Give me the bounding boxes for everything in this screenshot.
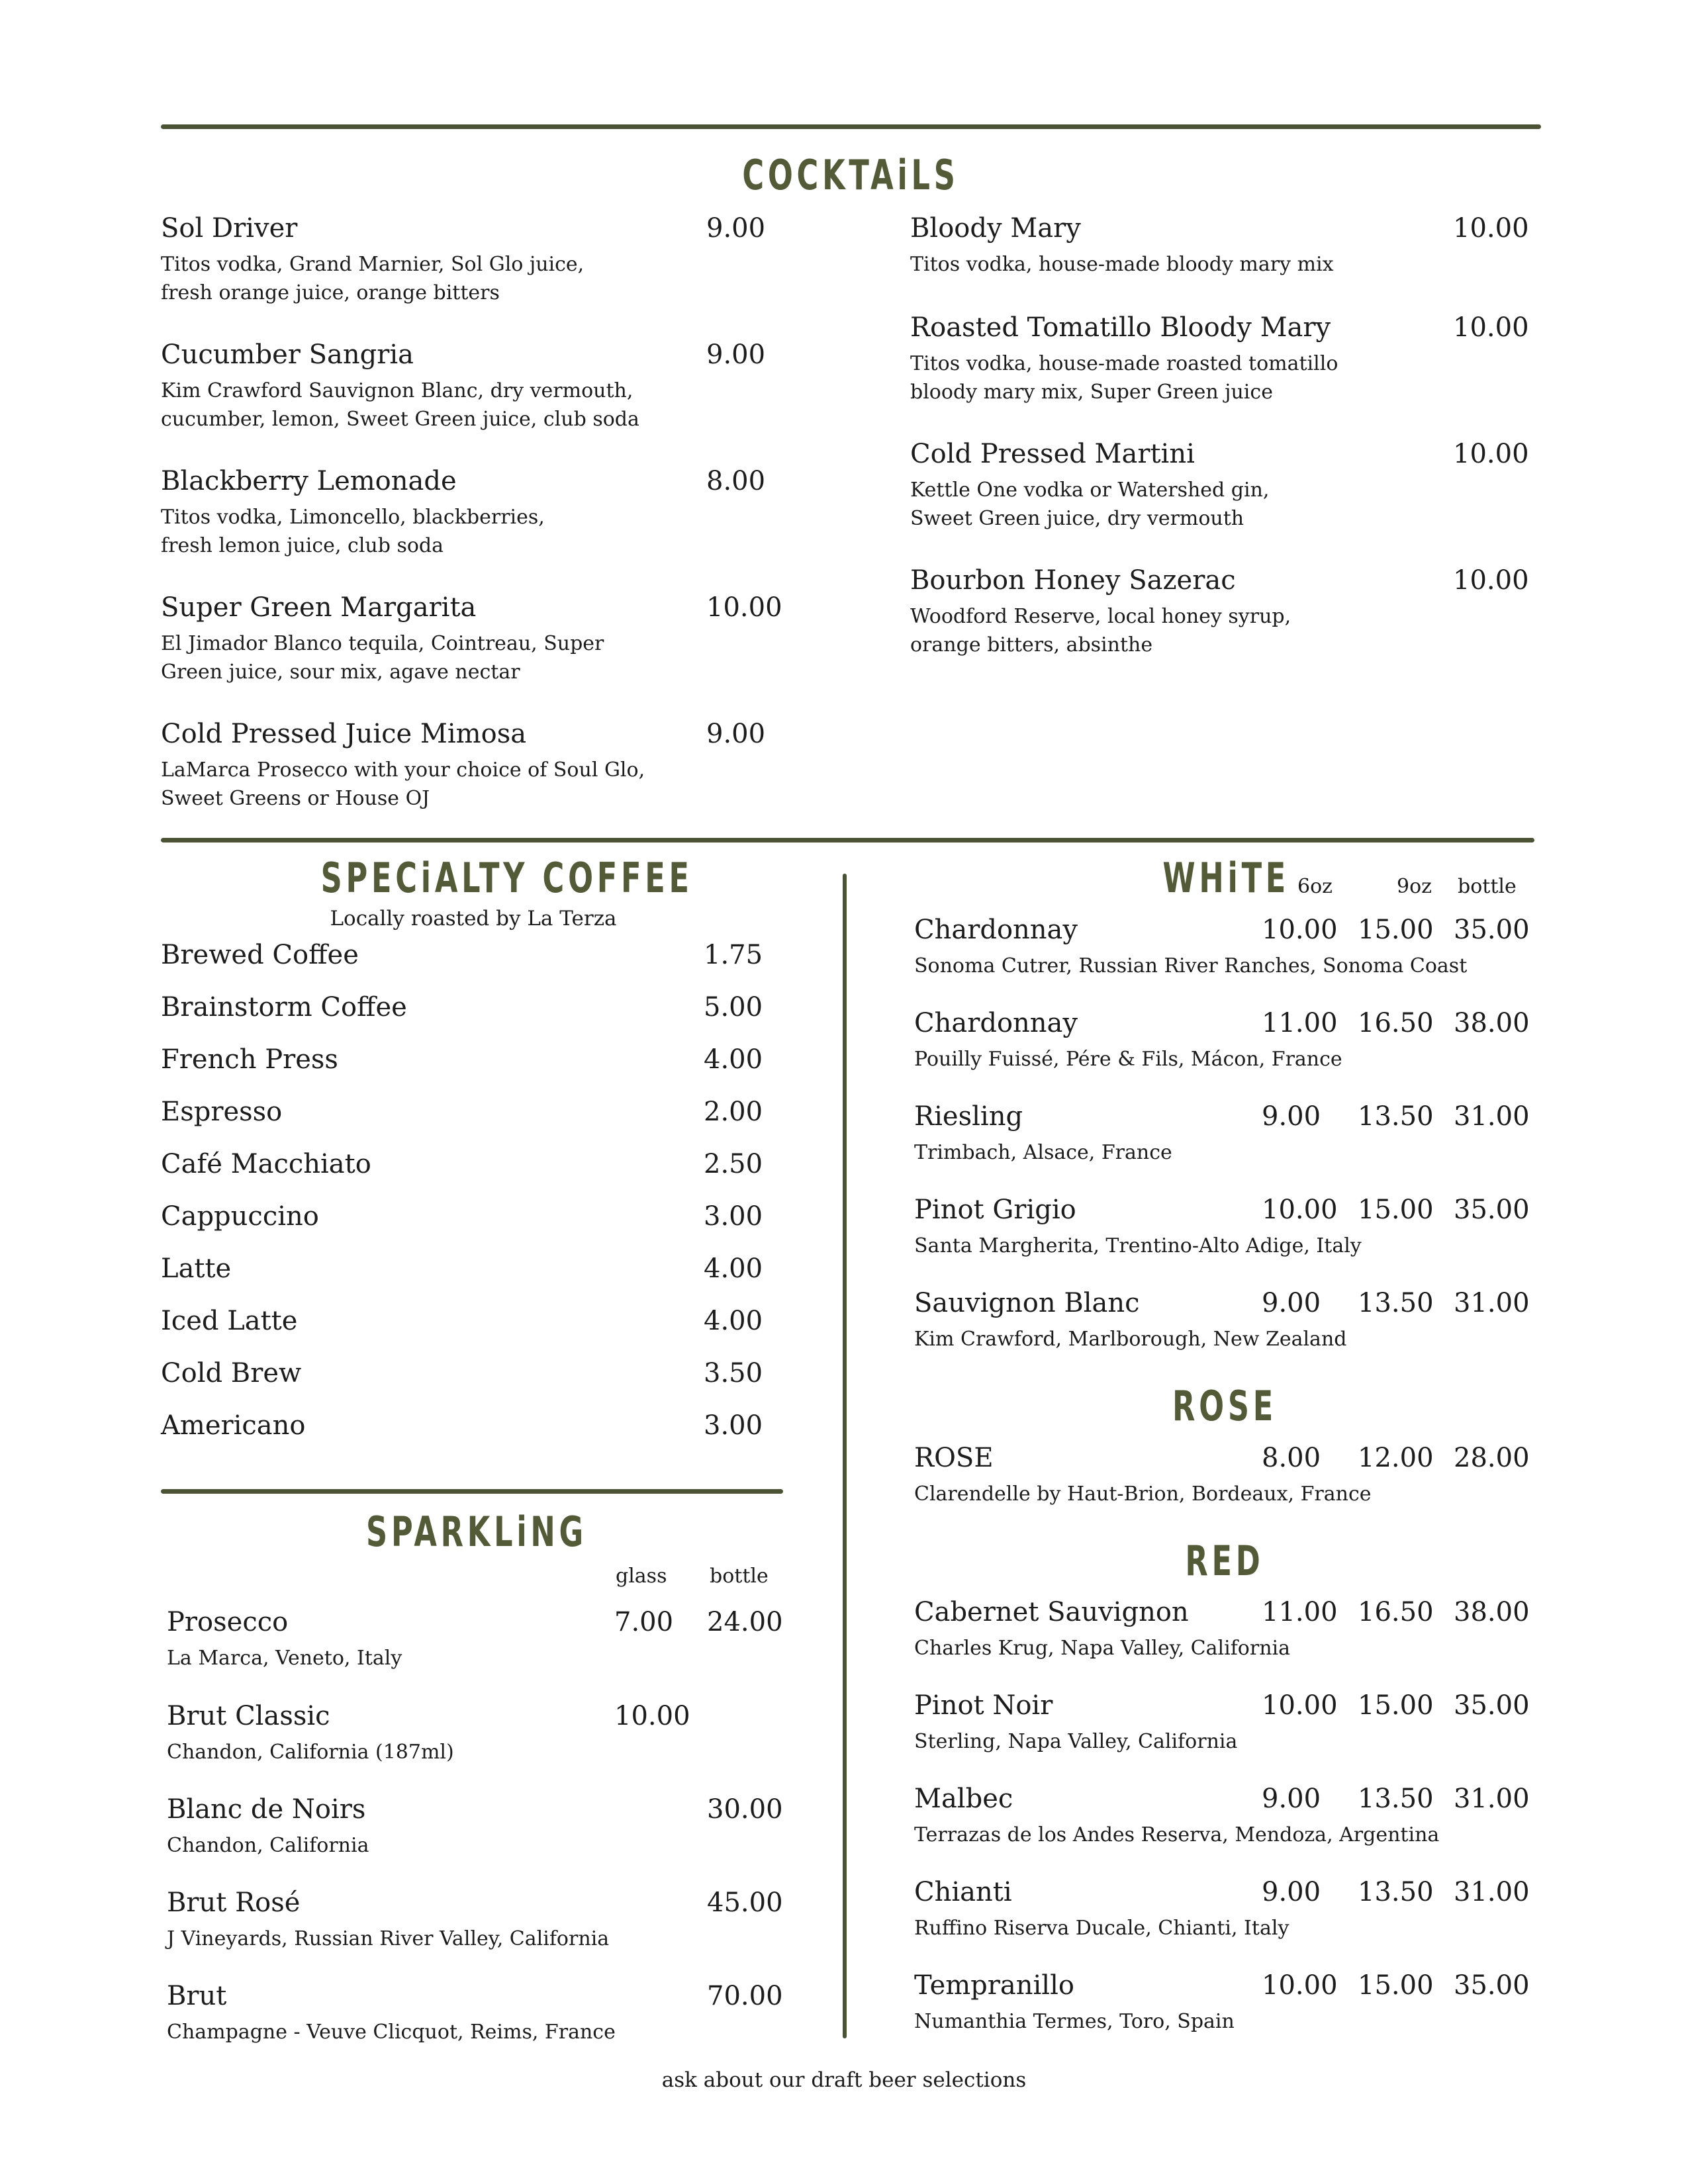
item-description: J Vineyards, Russian River Valley, California <box>167 1927 610 1950</box>
item-name: Latte <box>161 1253 232 1284</box>
bottle-price: 30.00 <box>707 1794 783 1825</box>
price-bottle: 31.00 <box>1454 1101 1530 1132</box>
sparkling-col-glass: glass <box>616 1565 667 1588</box>
price-6oz: 9.00 <box>1262 1784 1321 1814</box>
bottle-price: 70.00 <box>707 1981 783 2011</box>
item-name: Blanc de Noirs <box>167 1794 366 1825</box>
item-description: La Marca, Veneto, Italy <box>167 1647 402 1670</box>
item-description: Sonoma Cutrer, Russian River Ranches, Sonoma Coast <box>914 954 1468 978</box>
item-price: 10.00 <box>1453 565 1529 596</box>
sparkling-divider <box>161 1489 783 1494</box>
item-name: Brut Classic <box>167 1701 330 1731</box>
top-divider <box>161 124 1541 129</box>
cocktails-heading: COCKTAiLS <box>742 151 959 199</box>
item-price: 3.00 <box>704 1201 763 1232</box>
item-name: Pinot Noir <box>914 1690 1053 1721</box>
price-bottle: 35.00 <box>1454 1195 1530 1225</box>
item-name: Iced Latte <box>161 1306 298 1336</box>
item-name: Tempranillo <box>914 1970 1074 2001</box>
item-name: Prosecco <box>167 1607 289 1637</box>
item-name: Brut Rosé <box>167 1888 301 1918</box>
price-6oz: 10.00 <box>1262 1690 1338 1721</box>
price-9oz: 13.50 <box>1358 1784 1434 1814</box>
item-description: Clarendelle by Haut-Brion, Bordeaux, France <box>914 1482 1372 1506</box>
coffee-heading: SPECiALTY COFFEE <box>320 854 693 902</box>
item-name: Brainstorm Coffee <box>161 992 407 1023</box>
item-description: Kim Crawford, Marlborough, New Zealand <box>914 1328 1347 1351</box>
item-name: Cold Brew <box>161 1358 302 1388</box>
price-9oz: 15.00 <box>1358 915 1434 945</box>
white-heading: WHiTE <box>1162 854 1290 902</box>
item-price: 9.00 <box>706 213 766 244</box>
price-6oz: 9.00 <box>1262 1288 1321 1318</box>
price-6oz: 10.00 <box>1262 1195 1338 1225</box>
item-name: Super Green Margarita <box>161 592 477 623</box>
item-price: 3.50 <box>704 1358 763 1388</box>
item-price: 4.00 <box>704 1253 763 1284</box>
white-col-bottle: bottle <box>1458 875 1517 898</box>
item-description: Titos vodka, house-made bloody mary mix <box>910 253 1334 276</box>
item-name: Cabernet Sauvignon <box>914 1597 1189 1627</box>
sparkling-col-bottle: bottle <box>710 1565 769 1588</box>
item-name: Blackberry Lemonade <box>161 466 457 496</box>
price-9oz: 16.50 <box>1358 1008 1434 1038</box>
price-9oz: 12.00 <box>1358 1443 1434 1473</box>
price-9oz: 13.50 <box>1358 1877 1434 1907</box>
item-name: Chardonnay <box>914 1008 1078 1038</box>
white-col-6oz: 6oz <box>1297 875 1333 898</box>
item-price: 10.00 <box>706 592 782 623</box>
item-name: Malbec <box>914 1784 1013 1814</box>
item-name: Riesling <box>914 1101 1023 1132</box>
item-description: Pouilly Fuissé, Pére & Fils, Mácon, France <box>914 1048 1342 1071</box>
price-9oz: 13.50 <box>1358 1101 1434 1132</box>
item-name: Cappuccino <box>161 1201 319 1232</box>
item-price: 8.00 <box>706 466 766 496</box>
item-description: Trimbach, Alsace, France <box>914 1141 1172 1164</box>
item-description: Chandon, California (187ml) <box>167 1741 454 1764</box>
red-heading: RED <box>1185 1537 1264 1585</box>
price-6oz: 9.00 <box>1262 1877 1321 1907</box>
price-bottle: 35.00 <box>1454 1970 1530 2001</box>
item-name: Café Macchiato <box>161 1149 371 1179</box>
item-price: 2.50 <box>704 1149 763 1179</box>
rose-heading: ROSE <box>1172 1382 1277 1430</box>
item-name: ROSE <box>914 1443 994 1473</box>
glass-price: 10.00 <box>614 1701 690 1731</box>
item-price: 9.00 <box>706 719 766 749</box>
item-description: Titos vodka, Grand Marnier, Sol Glo juice, fresh orange juice, orange bitters <box>161 253 585 304</box>
item-description: Terrazas de los Andes Reserva, Mendoza, Argentina <box>914 1823 1440 1846</box>
item-name: Chardonnay <box>914 915 1078 945</box>
item-price: 10.00 <box>1453 213 1529 244</box>
item-description: Kim Crawford Sauvignon Blanc, dry vermouth, cucumber, lemon, Sweet Green juice, club soda <box>161 379 639 431</box>
coffee-subtitle: Locally roasted by La Terza <box>330 907 617 931</box>
price-9oz: 15.00 <box>1358 1195 1434 1225</box>
item-description: Titos vodka, Limoncello, blackberries, fresh lemon juice, club soda <box>161 506 545 557</box>
item-name: Brewed Coffee <box>161 940 359 970</box>
item-description: LaMarca Prosecco with your choice of Soul Glo, Sweet Greens or House OJ <box>161 758 645 810</box>
item-price: 4.00 <box>704 1044 763 1075</box>
item-description: Numanthia Termes, Toro, Spain <box>914 2010 1235 2033</box>
item-price: 10.00 <box>1453 312 1529 343</box>
item-price: 5.00 <box>704 992 763 1023</box>
item-description: Ruffino Riserva Ducale, Chianti, Italy <box>914 1917 1289 1940</box>
price-9oz: 15.00 <box>1358 1970 1434 2001</box>
white-col-9oz: 9oz <box>1397 875 1432 898</box>
item-description: Charles Krug, Napa Valley, California <box>914 1637 1291 1660</box>
price-6oz: 10.00 <box>1262 915 1338 945</box>
price-6oz: 10.00 <box>1262 1970 1338 2001</box>
item-name: Bourbon Honey Sazerac <box>910 565 1236 596</box>
item-name: Bloody Mary <box>910 213 1081 244</box>
item-price: 3.00 <box>704 1410 763 1441</box>
price-6oz: 11.00 <box>1262 1597 1338 1627</box>
price-9oz: 13.50 <box>1358 1288 1434 1318</box>
footer-note: ask about our draft beer selections <box>661 2068 1027 2092</box>
item-price: 9.00 <box>706 340 766 370</box>
item-name: Chianti <box>914 1877 1012 1907</box>
item-price: 4.00 <box>704 1306 763 1336</box>
item-description: Santa Margherita, Trentino-Alto Adige, Italy <box>914 1234 1362 1257</box>
bottle-price: 45.00 <box>707 1888 783 1918</box>
item-name: Sauvignon Blanc <box>914 1288 1140 1318</box>
price-bottle: 28.00 <box>1454 1443 1530 1473</box>
item-name: Americano <box>161 1410 306 1441</box>
item-name: Brut <box>167 1981 227 2011</box>
item-name: Sol Driver <box>161 213 298 244</box>
bottle-price: 24.00 <box>707 1607 783 1637</box>
price-bottle: 35.00 <box>1454 1690 1530 1721</box>
price-6oz: 9.00 <box>1262 1101 1321 1132</box>
item-price: 2.00 <box>704 1097 763 1127</box>
price-9oz: 15.00 <box>1358 1690 1434 1721</box>
item-name: Cold Pressed Juice Mimosa <box>161 719 527 749</box>
price-6oz: 8.00 <box>1262 1443 1321 1473</box>
item-description: El Jimador Blanco tequila, Cointreau, Super Green juice, sour mix, agave nectar <box>161 632 604 684</box>
item-description: Titos vodka, house-made roasted tomatillo bloody mary mix, Super Green juice <box>910 352 1338 404</box>
price-bottle: 35.00 <box>1454 915 1530 945</box>
item-description: Woodford Reserve, local honey syrup, orange bitters, absinthe <box>910 605 1291 657</box>
item-description: Kettle One vodka or Watershed gin, Sweet Green juice, dry vermouth <box>910 478 1270 530</box>
price-bottle: 38.00 <box>1454 1008 1530 1038</box>
item-description: Champagne - Veuve Clicquot, Reims, France <box>167 2021 616 2044</box>
item-name: French Press <box>161 1044 338 1075</box>
price-bottle: 31.00 <box>1454 1784 1530 1814</box>
glass-price: 7.00 <box>614 1607 674 1637</box>
item-name: Roasted Tomatillo Bloody Mary <box>910 312 1331 343</box>
item-name: Cucumber Sangria <box>161 340 414 370</box>
item-price: 10.00 <box>1453 439 1529 469</box>
middle-divider <box>161 838 1534 842</box>
price-6oz: 11.00 <box>1262 1008 1338 1038</box>
price-bottle: 38.00 <box>1454 1597 1530 1627</box>
price-bottle: 31.00 <box>1454 1288 1530 1318</box>
item-name: Pinot Grigio <box>914 1195 1076 1225</box>
price-9oz: 16.50 <box>1358 1597 1434 1627</box>
item-name: Espresso <box>161 1097 283 1127</box>
item-price: 1.75 <box>704 940 763 970</box>
item-name: Cold Pressed Martini <box>910 439 1195 469</box>
item-description: Chandon, California <box>167 1834 369 1857</box>
item-description: Sterling, Napa Valley, California <box>914 1730 1238 1753</box>
price-bottle: 31.00 <box>1454 1877 1530 1907</box>
sparkling-heading: SPARKLiNG <box>366 1508 587 1556</box>
column-divider <box>843 874 847 2038</box>
